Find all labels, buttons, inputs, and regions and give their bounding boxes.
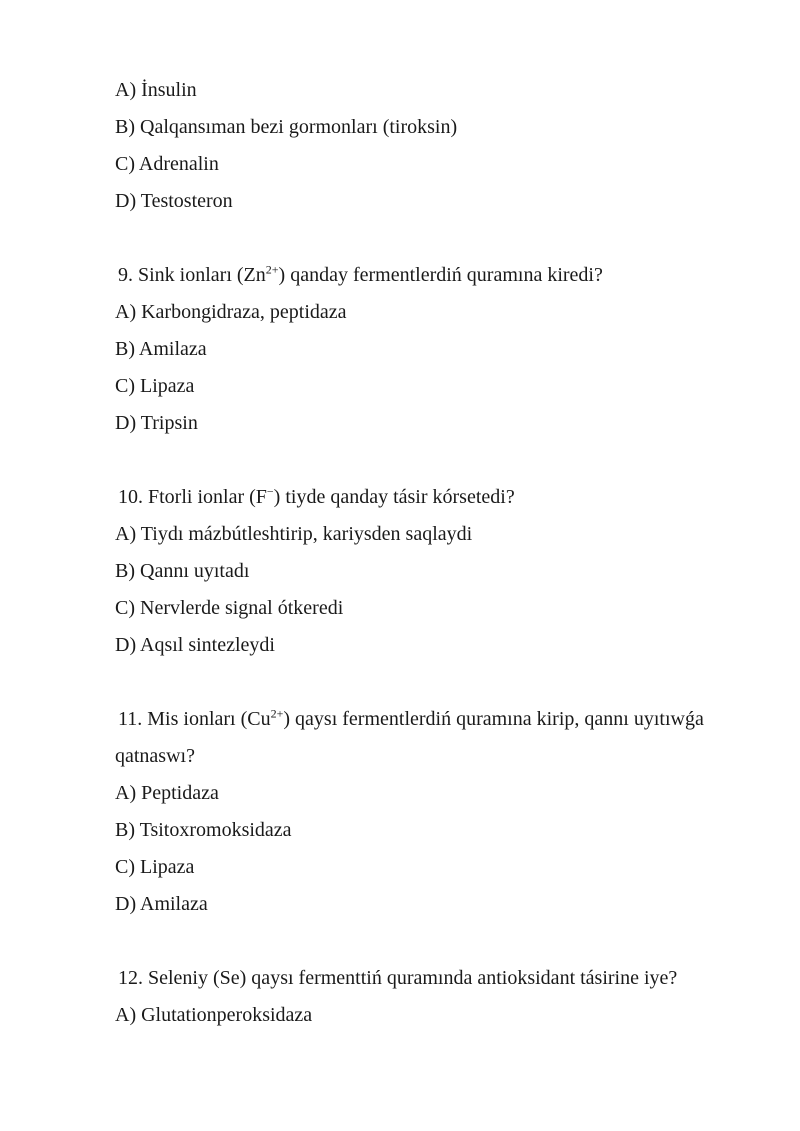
- spacer: [115, 442, 755, 479]
- question-11-text: 11. Mis ionları $(Cu^{2+})$ qaysı fermentlerdiń quramına kirip, qannı uyıtıwǵa: [118, 706, 704, 730]
- option-9-c: C) Lipaza: [115, 375, 195, 397]
- option-8-c: C) Adrenalin: [115, 153, 219, 175]
- option-9-d: D) Tripsin: [115, 412, 198, 434]
- document-page: [115, 72, 755, 1034]
- option-12-a: A) Glutationperoksidaza: [115, 1004, 313, 1026]
- spacer: [115, 923, 755, 960]
- option-8-a: A) İnsulin: [115, 79, 197, 101]
- option-11-d: D) Amilaza: [115, 893, 208, 915]
- option-10-b: B) Qannı uyıtadı: [115, 560, 250, 582]
- option-10-d: D) Aqsıl sintezleydi: [115, 634, 275, 656]
- option-9-a: A) Karbongidraza, peptidaza: [115, 301, 347, 323]
- option-8-d: D) Testosteron: [115, 190, 233, 212]
- question-12: [115, 960, 755, 1034]
- option-11-a: A) Peptidaza: [115, 782, 219, 804]
- question-11-text-continued: qatnaswı?: [115, 745, 195, 767]
- spacer: [115, 664, 755, 701]
- question-8-options: [115, 72, 755, 220]
- option-10-c: C) Nervlerde signal ótkeredi: [115, 597, 344, 619]
- question-9: [115, 257, 755, 442]
- spacer: [115, 220, 755, 257]
- question-9-text: 9. Sink ionları $(Zn^{2+})$ qanday fermentlerdiń quramına kiredi?: [118, 262, 603, 286]
- option-8-b: B) Qalqansıman bezi gormonları (tiroksin): [115, 116, 458, 138]
- option-11-c: C) Lipaza: [115, 856, 195, 878]
- question-10: [115, 479, 755, 664]
- question-12-text: 12. Seleniy (Se) qaysı fermenttiń quramında antioksidant tásirine iye?: [118, 967, 678, 989]
- option-10-a: A) Tiydı mázbútleshtirip, kariysden saqlaydi: [115, 523, 473, 545]
- option-9-b: B) Amilaza: [115, 338, 207, 360]
- question-10-text: 10. Ftorli ionlar (F−) tiyde qanday tásir kórsetedi?: [118, 484, 515, 508]
- question-11: [115, 701, 755, 923]
- option-11-b: B) Tsitoxromoksidaza: [115, 819, 292, 841]
